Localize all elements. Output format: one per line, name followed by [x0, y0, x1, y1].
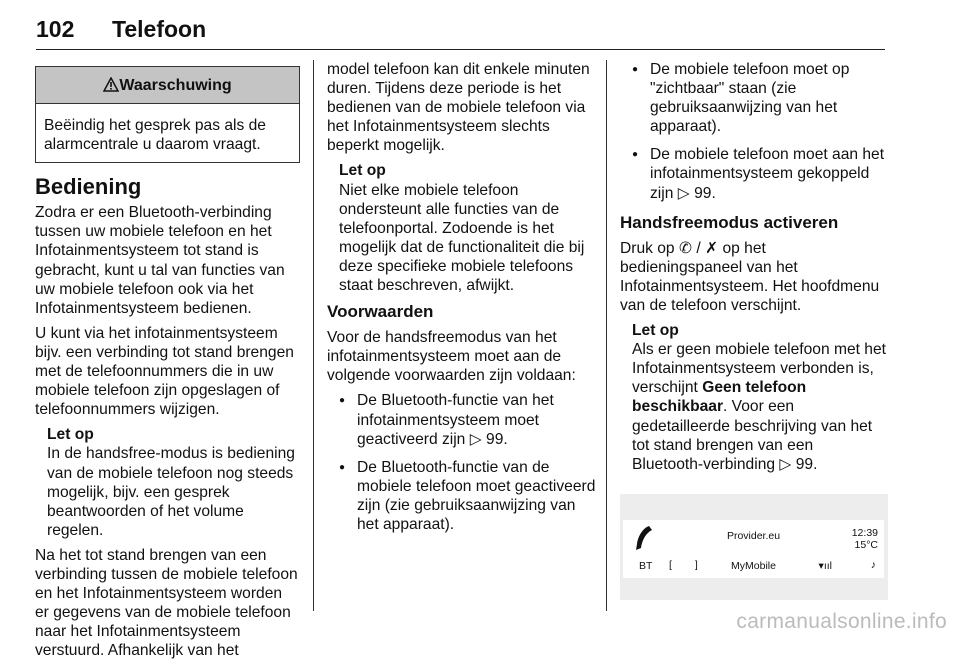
warning-triangle-icon	[103, 77, 119, 92]
bullet-item	[620, 145, 888, 202]
warning-text: Beëindig het gesprek pas als de alarmcentrale u daarom vraagt.	[44, 117, 266, 154]
page-ref: 99.	[694, 184, 716, 202]
page-number: 102	[36, 16, 75, 42]
paragraph: U kunt via het infotainmentsysteem bijv. een verbinding tot stand brengen met de telefoonnummers die in uw mobiele telefoon zijn opgeslagen of telefoonnummers wijzigen.	[35, 324, 294, 419]
paragraph: Zodra er een Bluetooth-verbinding tussen uw mobiele telefoon en het Infotainmentsysteem tot stand is gebracht, kunt u tal van functies van uw mobiele telefoon ook via het Infotainmentsysteem bedienen.	[35, 204, 285, 317]
note	[620, 321, 888, 474]
menu-term: Geen telefoon beschikbaar	[632, 379, 807, 416]
signal-strength-icon: ▾ııl	[818, 559, 832, 572]
display-screen	[623, 520, 884, 578]
page-ref-icon: ▷	[469, 430, 482, 448]
column-divider	[313, 60, 314, 611]
note-text: Niet elke mobiele telefoon ondersteunt alle functies van de telefoonportal. Zodoende is het mogelijk dat de functionaliteit die bij deze specifieke mobiele telefoons staat beschreven, afwijkt.	[339, 181, 585, 295]
bullet-text: De mobiele telefoon moet op "zichtbaar" staan (zie gebruiksaanwijzing van het apparaat).	[650, 61, 850, 136]
column-3	[620, 60, 888, 600]
text-span: op het bedieningspaneel van het Infotainmentsysteem. Het hoofdmenu van de telefoon verschijnt.	[620, 239, 880, 314]
note-label: Let op	[339, 162, 386, 180]
bullet-text: De Bluetooth-functie van het infotainmentsysteem moet geactiveerd zijn	[357, 392, 554, 448]
note-label: Let op	[47, 426, 94, 444]
note-label: Let op	[632, 322, 679, 340]
text-span: Druk op	[620, 239, 675, 257]
bullet-item	[327, 458, 597, 534]
warning-box	[35, 66, 300, 163]
column-1	[35, 60, 300, 666]
note-text	[632, 340, 888, 474]
bullet-text: De mobiele telefoon moet aan het infotainmentsysteem gekoppeld zijn	[650, 146, 885, 202]
paragraph: Voor de handsfreemodus van het infotainmentsysteem moet aan de volgende voorwaarden zijn voldaan:	[327, 329, 576, 385]
bt-label: BT	[639, 559, 653, 572]
page-ref: 99.	[486, 430, 508, 448]
note	[327, 161, 597, 295]
phone-icon: ✆	[678, 239, 693, 257]
device-name: MyMobile	[731, 559, 776, 572]
phone-mute-icon: ✗	[705, 239, 719, 257]
note	[35, 425, 300, 540]
bullet-item	[620, 60, 888, 136]
subheading: Handsfreemodus activeren	[620, 212, 839, 232]
page-ref-icon: ▷	[677, 184, 690, 202]
text-span: Als er geen mobiele telefoon met het Infotainmentsysteem verbonden is, verschijnt	[632, 341, 886, 397]
bullet-item	[327, 391, 597, 448]
paragraph: Na het tot stand brengen van een verbinding tussen de mobiele telefoon en het Infotainmentsysteem worden er gegevens van de mobiele telefoon naar het Infotainmentsysteem verstuurd. Afhankelijk van het	[35, 546, 298, 660]
text-span: . Voor een gedetailleerde beschrijving van het tot stand brengen van een Bluetooth-verbinding	[632, 398, 873, 473]
page-ref: 99.	[795, 455, 818, 473]
clock: 12:39	[851, 526, 878, 539]
bracket-indicator: [ ]	[669, 558, 708, 571]
warning-header	[36, 67, 299, 104]
section-heading: Bediening	[35, 174, 142, 200]
note-text: In de handsfree-modus is bediening van de mobiele telefoon nog steeds mogelijk, bijv. een gesprek beantwoorden of het volume regelen.	[47, 445, 295, 539]
watermark: carmanualsonline.info	[736, 610, 947, 633]
phone-display-image	[620, 494, 888, 600]
clock-temp	[852, 527, 878, 551]
paragraph: model telefoon kan dit enkele minuten duren. Tijdens deze periode is het bedienen van de mobiele telefoon via het Infotainmentsysteem slechts beperkt mogelijk.	[327, 61, 590, 155]
bullet-text: De Bluetooth-functie van de mobiele telefoon moet geactiveerd zijn (zie gebruiksaanwijzing van het apparaat).	[357, 458, 596, 533]
provider-name: Provider.eu	[726, 529, 781, 542]
paragraph	[620, 239, 888, 315]
warning-title: Waarschuwing	[119, 77, 232, 94]
column-2	[327, 60, 597, 543]
page-ref-icon: ▷	[779, 455, 792, 473]
header-rule	[36, 49, 885, 50]
column-divider	[606, 60, 607, 611]
audio-icon: ♪	[870, 558, 876, 571]
subheading: Voorwaarden	[327, 302, 434, 322]
text-span: /	[696, 239, 701, 257]
page-title: Telefoon	[112, 16, 207, 42]
temperature: 15°C	[854, 538, 878, 551]
